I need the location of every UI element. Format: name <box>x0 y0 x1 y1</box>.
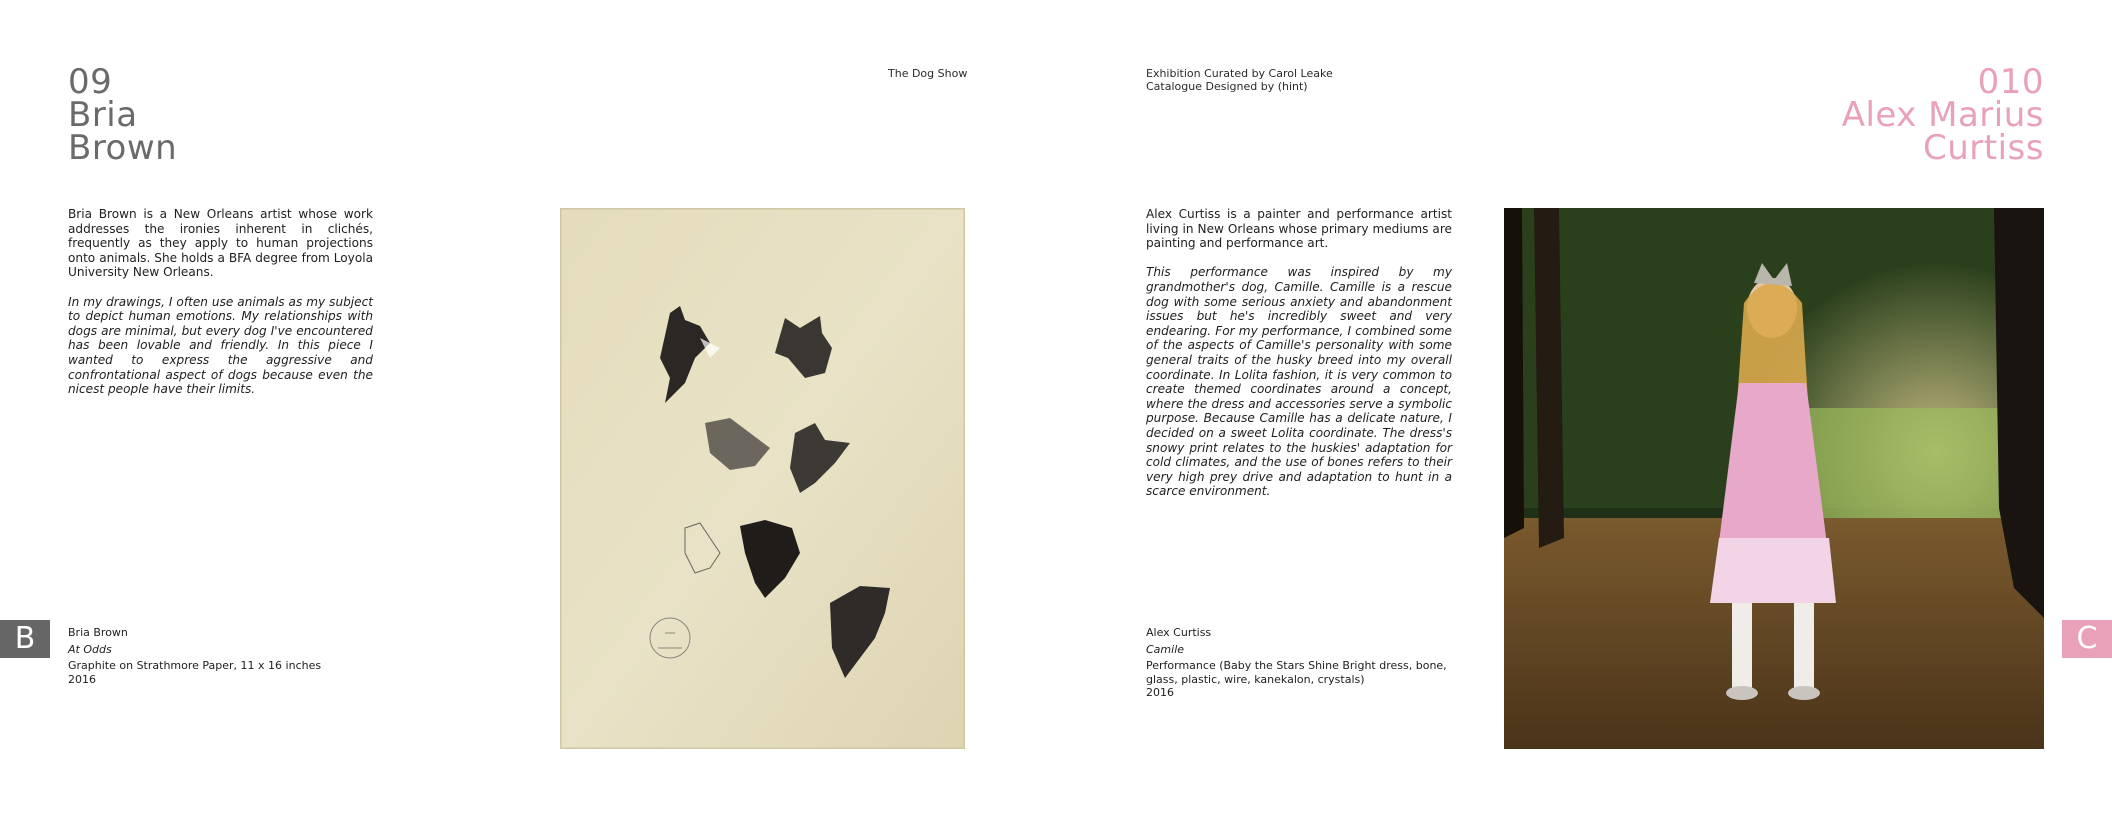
show-title: The Dog Show <box>888 67 968 80</box>
artist-name-line-1: Bria <box>68 95 138 135</box>
artist-statement: In my drawings, I often use animals as my subject to depict human emotions. My relationships with dogs are minimal, but every dog I've encountered has been lovable and friendly. In this piece I wanted to express the aggressive and confrontational aspect of dogs because even the nicest people have their limits. <box>68 294 373 397</box>
section-tab-b: B <box>0 620 50 658</box>
designer-credit: Catalogue Designed by (hint) <box>1146 80 1308 93</box>
caption-medium: Graphite on Strathmore Paper, 11 x 16 inches <box>68 659 322 672</box>
bio-paragraph: Alex Curtiss is a painter and performance artist living in New Orleans whose primary mediums are painting and performance art. <box>1146 207 1452 251</box>
artwork-image-at-odds <box>560 208 965 749</box>
caption-title: Camile <box>1146 642 1185 656</box>
caption-year: 2016 <box>68 672 96 686</box>
artist-name-line-2: Curtiss <box>1923 128 2044 168</box>
caption-year: 2016 <box>1146 686 1174 699</box>
section-tab-c: C <box>2062 620 2112 658</box>
artwork-caption-right <box>1146 626 1456 700</box>
caption-artist: Alex Curtiss <box>1146 626 1212 639</box>
artist-number: 010 <box>1977 62 2044 102</box>
artwork-photo-camile <box>1504 208 2044 749</box>
bio-paragraph: Bria Brown is a New Orleans artist whose work addresses the ironies inherent in clichés, frequently as they apply to human projections onto animals. She holds a BFA degree from Loyola University New Orleans. <box>68 207 373 280</box>
artwork-caption-left <box>68 626 373 686</box>
artist-heading-right <box>1841 62 2044 168</box>
caption-medium: Performance (Baby the Stars Shine Bright dress, bone, glass, plastic, wire, kanekalon, crystals) <box>1146 659 1447 686</box>
curator-credit: Exhibition Curated by Carol Leake <box>1146 67 1333 80</box>
artist-name-line-2: Brown <box>68 128 178 168</box>
caption-title: At Odds <box>68 642 112 656</box>
artist-number: 09 <box>68 62 113 102</box>
artist-heading-left <box>68 62 178 168</box>
artist-statement: This performance was inspired by my grandmother's dog, Camille. Camille is a rescue dog with some serious anxiety and abandonment issues but he's incredibly sweet and very endearing. For my performance, I combined some of the aspects of Camille's personality with some general traits of the husky breed into my overall coordinate. In Lolita fashion, it is very common to create themed coordinates around a concept, where the dress and accessories serve a symbolic purpose. Because Camille has a delicate nature, I decided on a sweet Lolita coordinate. The dress's snowy print relates to the huskies' adaptation for cold climates, and the use of bones refers to their very high prey drive and adaptation to hunt in a scarce environment. <box>1146 265 1452 499</box>
artist-name-line-1: Alex Marius <box>1841 95 2044 135</box>
artist-bio-left <box>68 207 373 411</box>
artist-bio-right <box>1146 207 1452 513</box>
exhibition-credits <box>1146 67 1333 93</box>
caption-artist: Bria Brown <box>68 626 128 639</box>
